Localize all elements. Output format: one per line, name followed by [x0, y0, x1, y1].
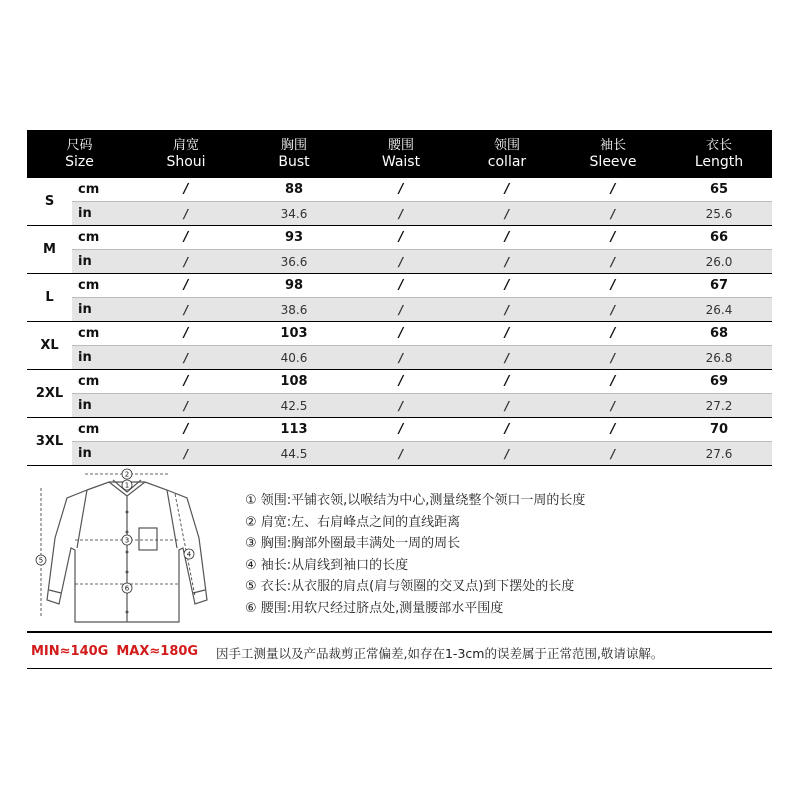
table-row: [27, 274, 772, 298]
size-label: L: [27, 274, 72, 322]
size-table-body: [27, 178, 772, 466]
table-cell: 66: [666, 226, 772, 250]
size-chart-table: [27, 130, 772, 466]
table-cell: /: [454, 418, 560, 442]
table-cell: 108: [240, 370, 348, 394]
header-sleeve: 袖长 Sleeve: [560, 130, 666, 178]
table-cell: 68: [666, 322, 772, 346]
table-cell: /: [132, 274, 240, 298]
table-cell: /: [560, 298, 666, 322]
size-label: S: [27, 178, 72, 226]
table-cell: /: [560, 322, 666, 346]
table-cell: /: [560, 274, 666, 298]
table-cell: /: [454, 346, 560, 370]
table-cell: 70: [666, 418, 772, 442]
table-row: [27, 178, 772, 202]
table-cell: 65: [666, 178, 772, 202]
table-cell: /: [348, 298, 454, 322]
table-row: [27, 346, 772, 370]
measurement-definitions: [245, 490, 765, 620]
table-cell: /: [348, 274, 454, 298]
table-cell: 27.2: [666, 394, 772, 418]
table-cell: 36.6: [240, 250, 348, 274]
table-cell: /: [454, 202, 560, 226]
unit-label: cm: [72, 274, 132, 298]
table-cell: /: [348, 202, 454, 226]
table-cell: /: [348, 442, 454, 466]
table-cell: 88: [240, 178, 348, 202]
table-cell: 103: [240, 322, 348, 346]
definition-length: ⑤ 衣长:从衣服的肩点(肩与领圈的交叉点)到下摆处的长度: [245, 579, 575, 595]
unit-label: cm: [72, 178, 132, 202]
unit-label: cm: [72, 226, 132, 250]
table-cell: 34.6: [240, 202, 348, 226]
header-length: 衣长 Length: [666, 130, 772, 178]
table-cell: /: [560, 442, 666, 466]
marker-6: 6: [124, 584, 130, 593]
table-cell: /: [454, 394, 560, 418]
table-cell: 93: [240, 226, 348, 250]
definition-shoulder: ② 肩宽:左、右肩峰点之间的直线距离: [245, 514, 461, 530]
table-cell: /: [560, 418, 666, 442]
size-label: XL: [27, 322, 72, 370]
table-cell: /: [348, 178, 454, 202]
table-cell: /: [348, 370, 454, 394]
table-cell: 40.6: [240, 346, 348, 370]
table-cell: /: [454, 322, 560, 346]
weight-max: MAX≈180G: [116, 644, 199, 659]
measurement-note: 因手工测量以及产品裁剪正常偏差,如存在1-3cm的误差属于正常范围,敬请谅解。: [216, 646, 664, 661]
marker-5: 5: [38, 556, 44, 565]
shirt-diagram: [27, 468, 227, 628]
table-cell: 25.6: [666, 202, 772, 226]
table-cell: /: [454, 226, 560, 250]
weight-min: MIN≈140G: [31, 644, 109, 659]
table-cell: 38.6: [240, 298, 348, 322]
table-cell: /: [348, 226, 454, 250]
table-cell: /: [348, 250, 454, 274]
unit-label: in: [72, 298, 132, 322]
table-cell: /: [132, 370, 240, 394]
unit-label: in: [72, 394, 132, 418]
table-cell: /: [454, 298, 560, 322]
size-label: M: [27, 226, 72, 274]
table-cell: /: [454, 178, 560, 202]
table-cell: /: [132, 322, 240, 346]
unit-label: cm: [72, 370, 132, 394]
table-row: [27, 298, 772, 322]
table-cell: 67: [666, 274, 772, 298]
table-cell: /: [132, 226, 240, 250]
weight-range: [31, 644, 206, 659]
unit-label: cm: [72, 322, 132, 346]
unit-label: cm: [72, 418, 132, 442]
table-cell: /: [132, 298, 240, 322]
table-cell: /: [132, 178, 240, 202]
table-row: [27, 442, 772, 466]
header-size: 尺码 Size: [27, 130, 132, 178]
marker-1: 1: [124, 481, 130, 490]
table-cell: /: [348, 394, 454, 418]
definition-sleeve: ④ 袖长:从肩线到袖口的长度: [245, 557, 409, 573]
measurement-guide: [27, 468, 772, 633]
unit-label: in: [72, 442, 132, 466]
table-cell: /: [560, 250, 666, 274]
marker-3: 3: [124, 536, 130, 545]
table-cell: /: [454, 442, 560, 466]
table-cell: 26.4: [666, 298, 772, 322]
table-cell: 44.5: [240, 442, 348, 466]
table-cell: /: [560, 202, 666, 226]
table-row: [27, 202, 772, 226]
marker-2: 2: [124, 470, 130, 479]
table-cell: /: [560, 346, 666, 370]
header-bust: 胸围 Bust: [240, 130, 348, 178]
unit-label: in: [72, 346, 132, 370]
unit-label: in: [72, 250, 132, 274]
table-cell: /: [132, 394, 240, 418]
table-cell: 26.0: [666, 250, 772, 274]
table-cell: 26.8: [666, 346, 772, 370]
table-cell: /: [454, 274, 560, 298]
table-cell: 113: [240, 418, 348, 442]
definition-waist: ⑥ 腰围:用软尺经过脐点处,测量腰部水平围度: [245, 600, 504, 616]
size-label: 2XL: [27, 370, 72, 418]
table-cell: /: [560, 370, 666, 394]
table-row: [27, 394, 772, 418]
table-header-row: [27, 130, 772, 178]
table-cell: /: [560, 226, 666, 250]
marker-4: 4: [186, 550, 192, 559]
size-label: 3XL: [27, 418, 72, 466]
table-cell: /: [560, 394, 666, 418]
header-waist: 腰围 Waist: [348, 130, 454, 178]
table-cell: /: [560, 178, 666, 202]
table-row: [27, 370, 772, 394]
table-cell: /: [132, 202, 240, 226]
table-cell: 42.5: [240, 394, 348, 418]
header-shoulder: 肩宽 Shoui: [132, 130, 240, 178]
table-row: [27, 250, 772, 274]
definition-collar: ① 领围:平铺衣领,以喉结为中心,测量绕整个领口一周的长度: [245, 493, 586, 508]
definition-bust: ③ 胸围:胸部外圈最丰满处一周的周长: [245, 536, 461, 552]
table-cell: /: [348, 418, 454, 442]
table-cell: /: [132, 418, 240, 442]
table-cell: 27.6: [666, 442, 772, 466]
table-row: [27, 322, 772, 346]
table-cell: 69: [666, 370, 772, 394]
table-cell: 98: [240, 274, 348, 298]
table-cell: /: [132, 250, 240, 274]
table-cell: /: [348, 346, 454, 370]
table-cell: /: [132, 346, 240, 370]
table-cell: /: [132, 442, 240, 466]
table-cell: /: [454, 370, 560, 394]
unit-label: in: [72, 202, 132, 226]
table-cell: /: [454, 250, 560, 274]
footer: [27, 638, 772, 669]
header-collar: 领围 collar: [454, 130, 560, 178]
table-row: [27, 226, 772, 250]
table-row: [27, 418, 772, 442]
table-cell: /: [348, 322, 454, 346]
